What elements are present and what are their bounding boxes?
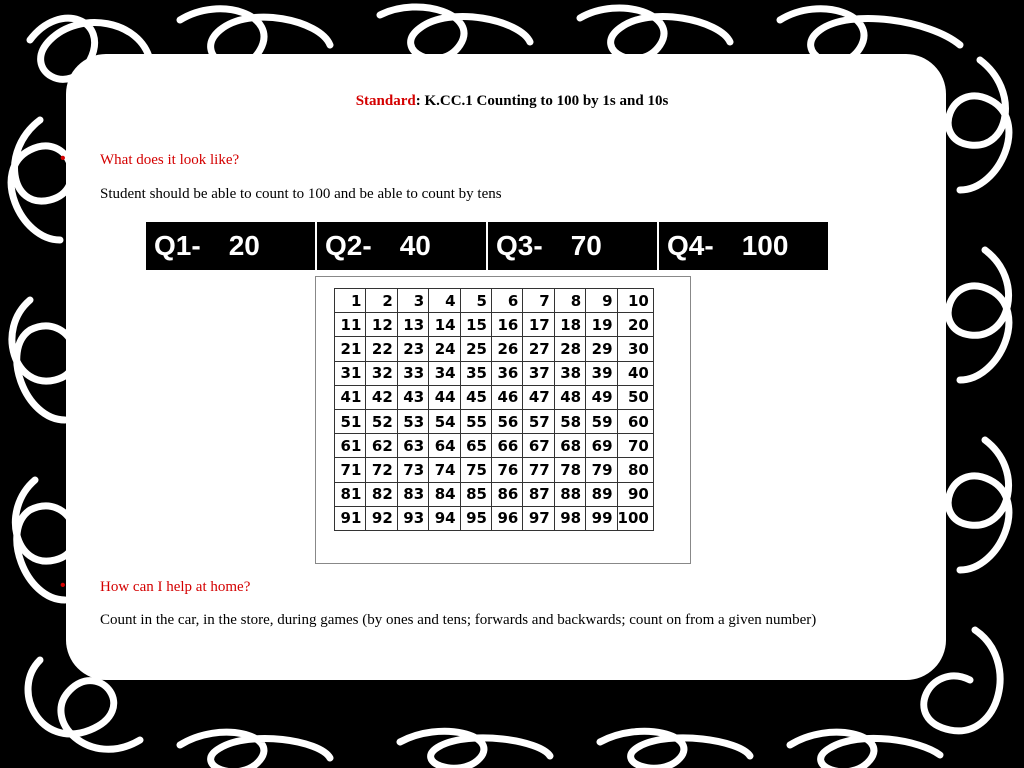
chart-number-84: 84: [429, 482, 460, 506]
chart-row: [335, 434, 654, 458]
chart-number-64: 64: [429, 434, 460, 458]
chart-number-26: 26: [491, 337, 522, 361]
chart-number-61: 61: [335, 434, 366, 458]
chart-number-31: 31: [335, 361, 366, 385]
hundreds-chart-image: [315, 276, 691, 564]
chart-number-47: 47: [523, 385, 554, 409]
chart-number-16: 16: [491, 313, 522, 337]
chart-number-14: 14: [429, 313, 460, 337]
chart-number-42: 42: [366, 385, 397, 409]
chart-number-3: 3: [397, 289, 428, 313]
chart-number-38: 38: [554, 361, 585, 385]
chart-number-68: 68: [554, 434, 585, 458]
quarter-value: 20: [228, 230, 260, 261]
chart-number-74: 74: [429, 458, 460, 482]
chart-number-75: 75: [460, 458, 491, 482]
chart-number-11: 11: [335, 313, 366, 337]
chart-number-5: 5: [460, 289, 491, 313]
chart-number-39: 39: [586, 361, 617, 385]
chart-number-34: 34: [429, 361, 460, 385]
chart-number-100: 100: [617, 506, 653, 530]
chart-number-55: 55: [460, 409, 491, 433]
chart-number-63: 63: [397, 434, 428, 458]
chart-number-80: 80: [617, 458, 653, 482]
chart-number-37: 37: [523, 361, 554, 385]
chart-row: [335, 458, 654, 482]
chart-number-53: 53: [397, 409, 428, 433]
chart-number-82: 82: [366, 482, 397, 506]
chart-number-54: 54: [429, 409, 460, 433]
section-heading-look-like: What does it look like?: [100, 152, 240, 168]
quarter-goals-table: [146, 222, 828, 270]
chart-number-76: 76: [491, 458, 522, 482]
chart-number-96: 96: [491, 506, 522, 530]
chart-row: [335, 361, 654, 385]
chart-number-88: 88: [554, 482, 585, 506]
chart-number-41: 41: [335, 385, 366, 409]
chart-number-23: 23: [397, 337, 428, 361]
chart-number-83: 83: [397, 482, 428, 506]
chart-row: [335, 337, 654, 361]
chart-number-77: 77: [523, 458, 554, 482]
chart-number-9: 9: [586, 289, 617, 313]
chart-number-56: 56: [491, 409, 522, 433]
chart-number-90: 90: [617, 482, 653, 506]
chart-number-32: 32: [366, 361, 397, 385]
chart-number-35: 35: [460, 361, 491, 385]
chart-number-59: 59: [586, 409, 617, 433]
chart-number-60: 60: [617, 409, 653, 433]
chart-number-19: 19: [586, 313, 617, 337]
chart-number-94: 94: [429, 506, 460, 530]
chart-number-25: 25: [460, 337, 491, 361]
chart-number-97: 97: [523, 506, 554, 530]
chart-number-27: 27: [523, 337, 554, 361]
chart-number-29: 29: [586, 337, 617, 361]
chart-number-20: 20: [617, 313, 653, 337]
chart-number-65: 65: [460, 434, 491, 458]
section-body-look-like: Student should be able to count to 100 and be able to count by tens: [100, 186, 502, 202]
bullet-icon: •: [60, 150, 66, 167]
chart-number-2: 2: [366, 289, 397, 313]
chart-number-69: 69: [586, 434, 617, 458]
chart-row: [335, 409, 654, 433]
chart-number-67: 67: [523, 434, 554, 458]
chart-number-7: 7: [523, 289, 554, 313]
chart-number-22: 22: [366, 337, 397, 361]
chart-number-62: 62: [366, 434, 397, 458]
section-body-help-home: Count in the car, in the store, during games (by ones and tens; forwards and backwards; count on from a given number): [100, 612, 817, 628]
chart-number-21: 21: [335, 337, 366, 361]
hundreds-chart-grid: [334, 288, 654, 531]
chart-number-45: 45: [460, 385, 491, 409]
section-heading-help-home: How can I help at home?: [100, 579, 251, 595]
chart-number-6: 6: [491, 289, 522, 313]
chart-number-71: 71: [335, 458, 366, 482]
chart-number-58: 58: [554, 409, 585, 433]
chart-row: [335, 289, 654, 313]
chart-number-28: 28: [554, 337, 585, 361]
chart-number-81: 81: [335, 482, 366, 506]
chart-number-15: 15: [460, 313, 491, 337]
chart-number-49: 49: [586, 385, 617, 409]
chart-number-1: 1: [335, 289, 366, 313]
chart-number-12: 12: [366, 313, 397, 337]
chart-number-98: 98: [554, 506, 585, 530]
standard-text: : K.CC.1 Counting to 100 by 1s and 10s: [415, 93, 669, 109]
chart-number-93: 93: [397, 506, 428, 530]
chart-number-30: 30: [617, 337, 653, 361]
chart-number-57: 57: [523, 409, 554, 433]
chart-number-36: 36: [491, 361, 522, 385]
chart-number-48: 48: [554, 385, 585, 409]
chart-row: [335, 313, 654, 337]
quarter-label: Q4-: [667, 230, 714, 261]
chart-number-87: 87: [523, 482, 554, 506]
quarter-cell-q3: [486, 222, 657, 270]
quarter-label: Q3-: [496, 230, 543, 261]
quarter-value: 100: [741, 230, 789, 261]
quarter-cell-q1: [146, 222, 315, 270]
chart-number-13: 13: [397, 313, 428, 337]
chart-number-51: 51: [335, 409, 366, 433]
chart-number-24: 24: [429, 337, 460, 361]
chart-row: [335, 482, 654, 506]
chart-number-44: 44: [429, 385, 460, 409]
chart-number-66: 66: [491, 434, 522, 458]
chart-number-72: 72: [366, 458, 397, 482]
chart-number-70: 70: [617, 434, 653, 458]
chart-number-17: 17: [523, 313, 554, 337]
chart-number-85: 85: [460, 482, 491, 506]
chart-number-89: 89: [586, 482, 617, 506]
standard-title: [0, 93, 1024, 110]
chart-row: [335, 506, 654, 530]
chart-number-43: 43: [397, 385, 428, 409]
quarter-cell-q2: [315, 222, 486, 270]
chart-number-79: 79: [586, 458, 617, 482]
chart-number-73: 73: [397, 458, 428, 482]
quarter-label: Q2-: [325, 230, 372, 261]
standard-label: Standard: [355, 93, 416, 109]
quarter-cell-q4: [657, 222, 828, 270]
chart-number-52: 52: [366, 409, 397, 433]
bullet-icon: •: [60, 577, 66, 594]
chart-number-10: 10: [617, 289, 653, 313]
chart-number-92: 92: [366, 506, 397, 530]
chart-number-18: 18: [554, 313, 585, 337]
chart-number-95: 95: [460, 506, 491, 530]
chart-number-4: 4: [429, 289, 460, 313]
chart-number-99: 99: [586, 506, 617, 530]
quarter-value: 70: [570, 230, 602, 261]
quarter-label: Q1-: [154, 230, 201, 261]
chart-number-40: 40: [617, 361, 653, 385]
chart-number-91: 91: [335, 506, 366, 530]
chart-number-86: 86: [491, 482, 522, 506]
chart-number-50: 50: [617, 385, 653, 409]
chart-number-46: 46: [491, 385, 522, 409]
chart-row: [335, 385, 654, 409]
quarter-value: 40: [399, 230, 431, 261]
chart-number-33: 33: [397, 361, 428, 385]
chart-number-8: 8: [554, 289, 585, 313]
chart-number-78: 78: [554, 458, 585, 482]
